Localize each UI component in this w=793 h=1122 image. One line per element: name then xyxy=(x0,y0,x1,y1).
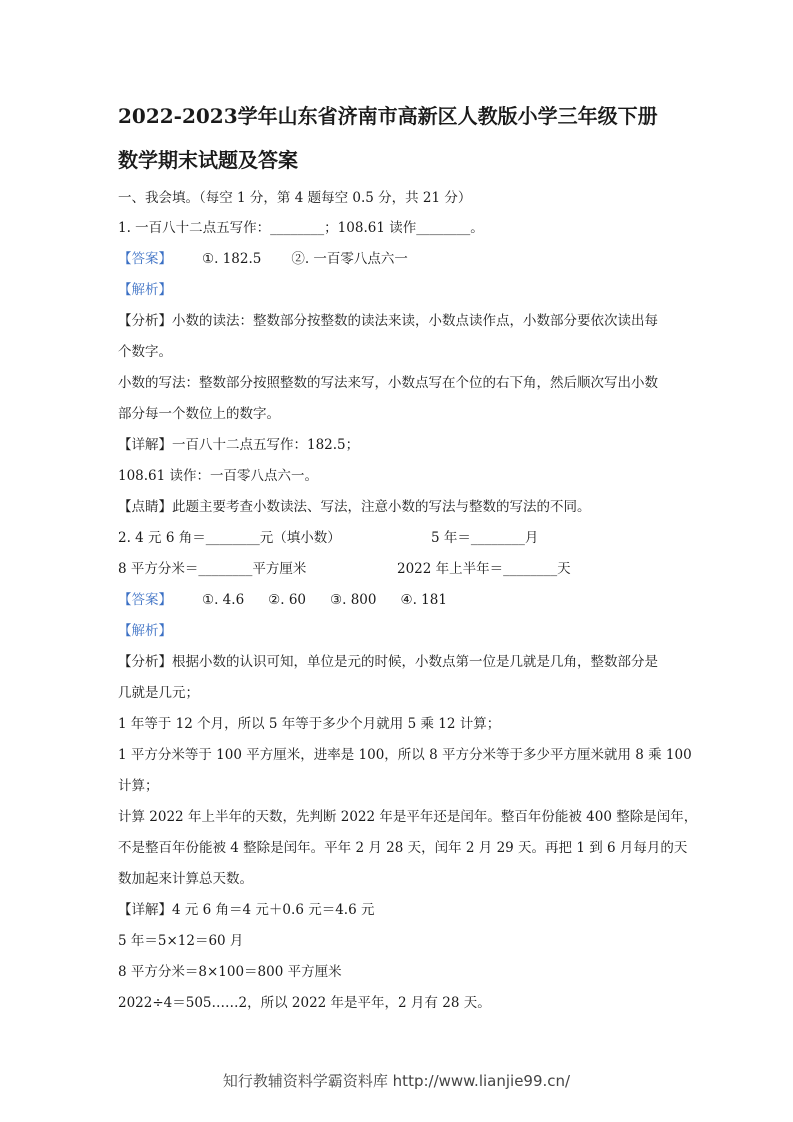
q1-detail-line2: 108.61 读作：一百零八点六一。 xyxy=(118,468,319,484)
question-2-row1 xyxy=(118,529,539,547)
q2-fenxi-line5: 计算； xyxy=(118,778,159,794)
q1-fenxi-line3: 小数的写法：整数部分按照整数的写法来写，小数点写在个位的右下角，然后顺次写出小数 xyxy=(118,375,658,391)
document-title-line2: 数学期末试题及答案 xyxy=(118,148,298,172)
q1-fenxi-line4: 部分每一个数位上的数字。 xyxy=(118,406,280,422)
point-tag: 【点睛】 xyxy=(118,499,172,515)
fenxi-tag: 【分析】 xyxy=(118,654,172,670)
q2-part-b: 5 年＝________月 xyxy=(431,530,539,546)
answer-tag: 【答案】 xyxy=(118,592,172,608)
detail-tag: 【详解】 xyxy=(118,902,172,918)
q2-fenxi-line8: 数加起来计算总天数。 xyxy=(118,871,253,887)
q2-analysis-tag: 【解析】 xyxy=(118,623,172,639)
fenxi-tag: 【分析】 xyxy=(118,313,172,329)
q1-answer-1: ①. 182.5 xyxy=(202,251,262,267)
q2-fenxi-line4: 1 平方分米等于 100 平方厘米，进率是 100，所以 8 平方分米等于多少平方厘米就用 8 乘 100 xyxy=(118,747,692,763)
q1-fenxi-line2: 个数字。 xyxy=(118,344,172,360)
q1-detail-line1: 【详解】一百八十二点五写作：182.5； xyxy=(118,437,360,453)
document-title-line1: 2022-2023学年山东省济南市高新区人教版小学三年级下册 xyxy=(118,104,658,128)
q1-answer-2: ②. 一百零八点六一 xyxy=(291,251,408,267)
question-2-row2 xyxy=(118,560,571,578)
q1-answer-row xyxy=(118,250,408,268)
q2-part-a: 2. 4 元 6 角＝________元（填小数） xyxy=(118,530,341,546)
q2-detail-line4: 2022÷4＝505……2，所以 2022 年是平年，2 月有 28 天。 xyxy=(118,995,491,1011)
answer-tag: 【答案】 xyxy=(118,251,172,267)
q1-point-line: 【点睛】此题主要考查小数读法、写法，注意小数的写法与整数的写法的不同。 xyxy=(118,499,591,515)
q2-detail-line2: 5 年＝5×12＝60 月 xyxy=(118,933,244,949)
q1-analysis-tag: 【解析】 xyxy=(118,282,172,298)
q1-fenxi-line1: 【分析】小数的读法：整数部分按整数的读法来读，小数点读作点，小数部分要依次读出每 xyxy=(118,313,658,329)
q2-fenxi-line7: 不是整百年份能被 4 整除是闰年。平年 2 月 28 天，闰年 2 月 29 天。再把 1 到 6 月每月的天 xyxy=(118,840,688,856)
detail-tag: 【详解】 xyxy=(118,437,172,453)
question-1: 1. 一百八十二点五写作：________；108.61 读作________。 xyxy=(118,220,484,236)
q2-fenxi-line6: 计算 2022 年上半年的天数，先判断 2022 年是平年还是闰年。整百年份能被 400 整除是闰年， xyxy=(118,809,698,825)
q2-part-c: 8 平方分米＝________平方厘米 xyxy=(118,561,307,577)
q2-detail-line3: 8 平方分米＝8×100＝800 平方厘米 xyxy=(118,964,342,980)
q2-answer-row: 【答案】 ①. 4.6 ②. 60 ③. 800 ④. 181 xyxy=(118,592,447,608)
footer-watermark: 知行教辅资料学霸资料库 http://www.lianjie99.cn/ xyxy=(222,1072,571,1090)
q2-detail-line1: 【详解】4 元 6 角＝4 元＋0.6 元＝4.6 元 xyxy=(118,902,375,918)
section-heading: 一、我会填。（每空 1 分，第 4 题每空 0.5 分，共 21 分） xyxy=(118,190,472,206)
q2-fenxi-line2: 几就是几元； xyxy=(118,685,199,701)
q2-fenxi-line1: 【分析】根据小数的认识可知，单位是元的时候，小数点第一位是几就是几角，整数部分是 xyxy=(118,654,658,670)
q2-part-d: 2022 年上半年＝________天 xyxy=(397,561,571,577)
q2-fenxi-line3: 1 年等于 12 个月，所以 5 年等于多少个月就用 5 乘 12 计算； xyxy=(118,716,501,732)
